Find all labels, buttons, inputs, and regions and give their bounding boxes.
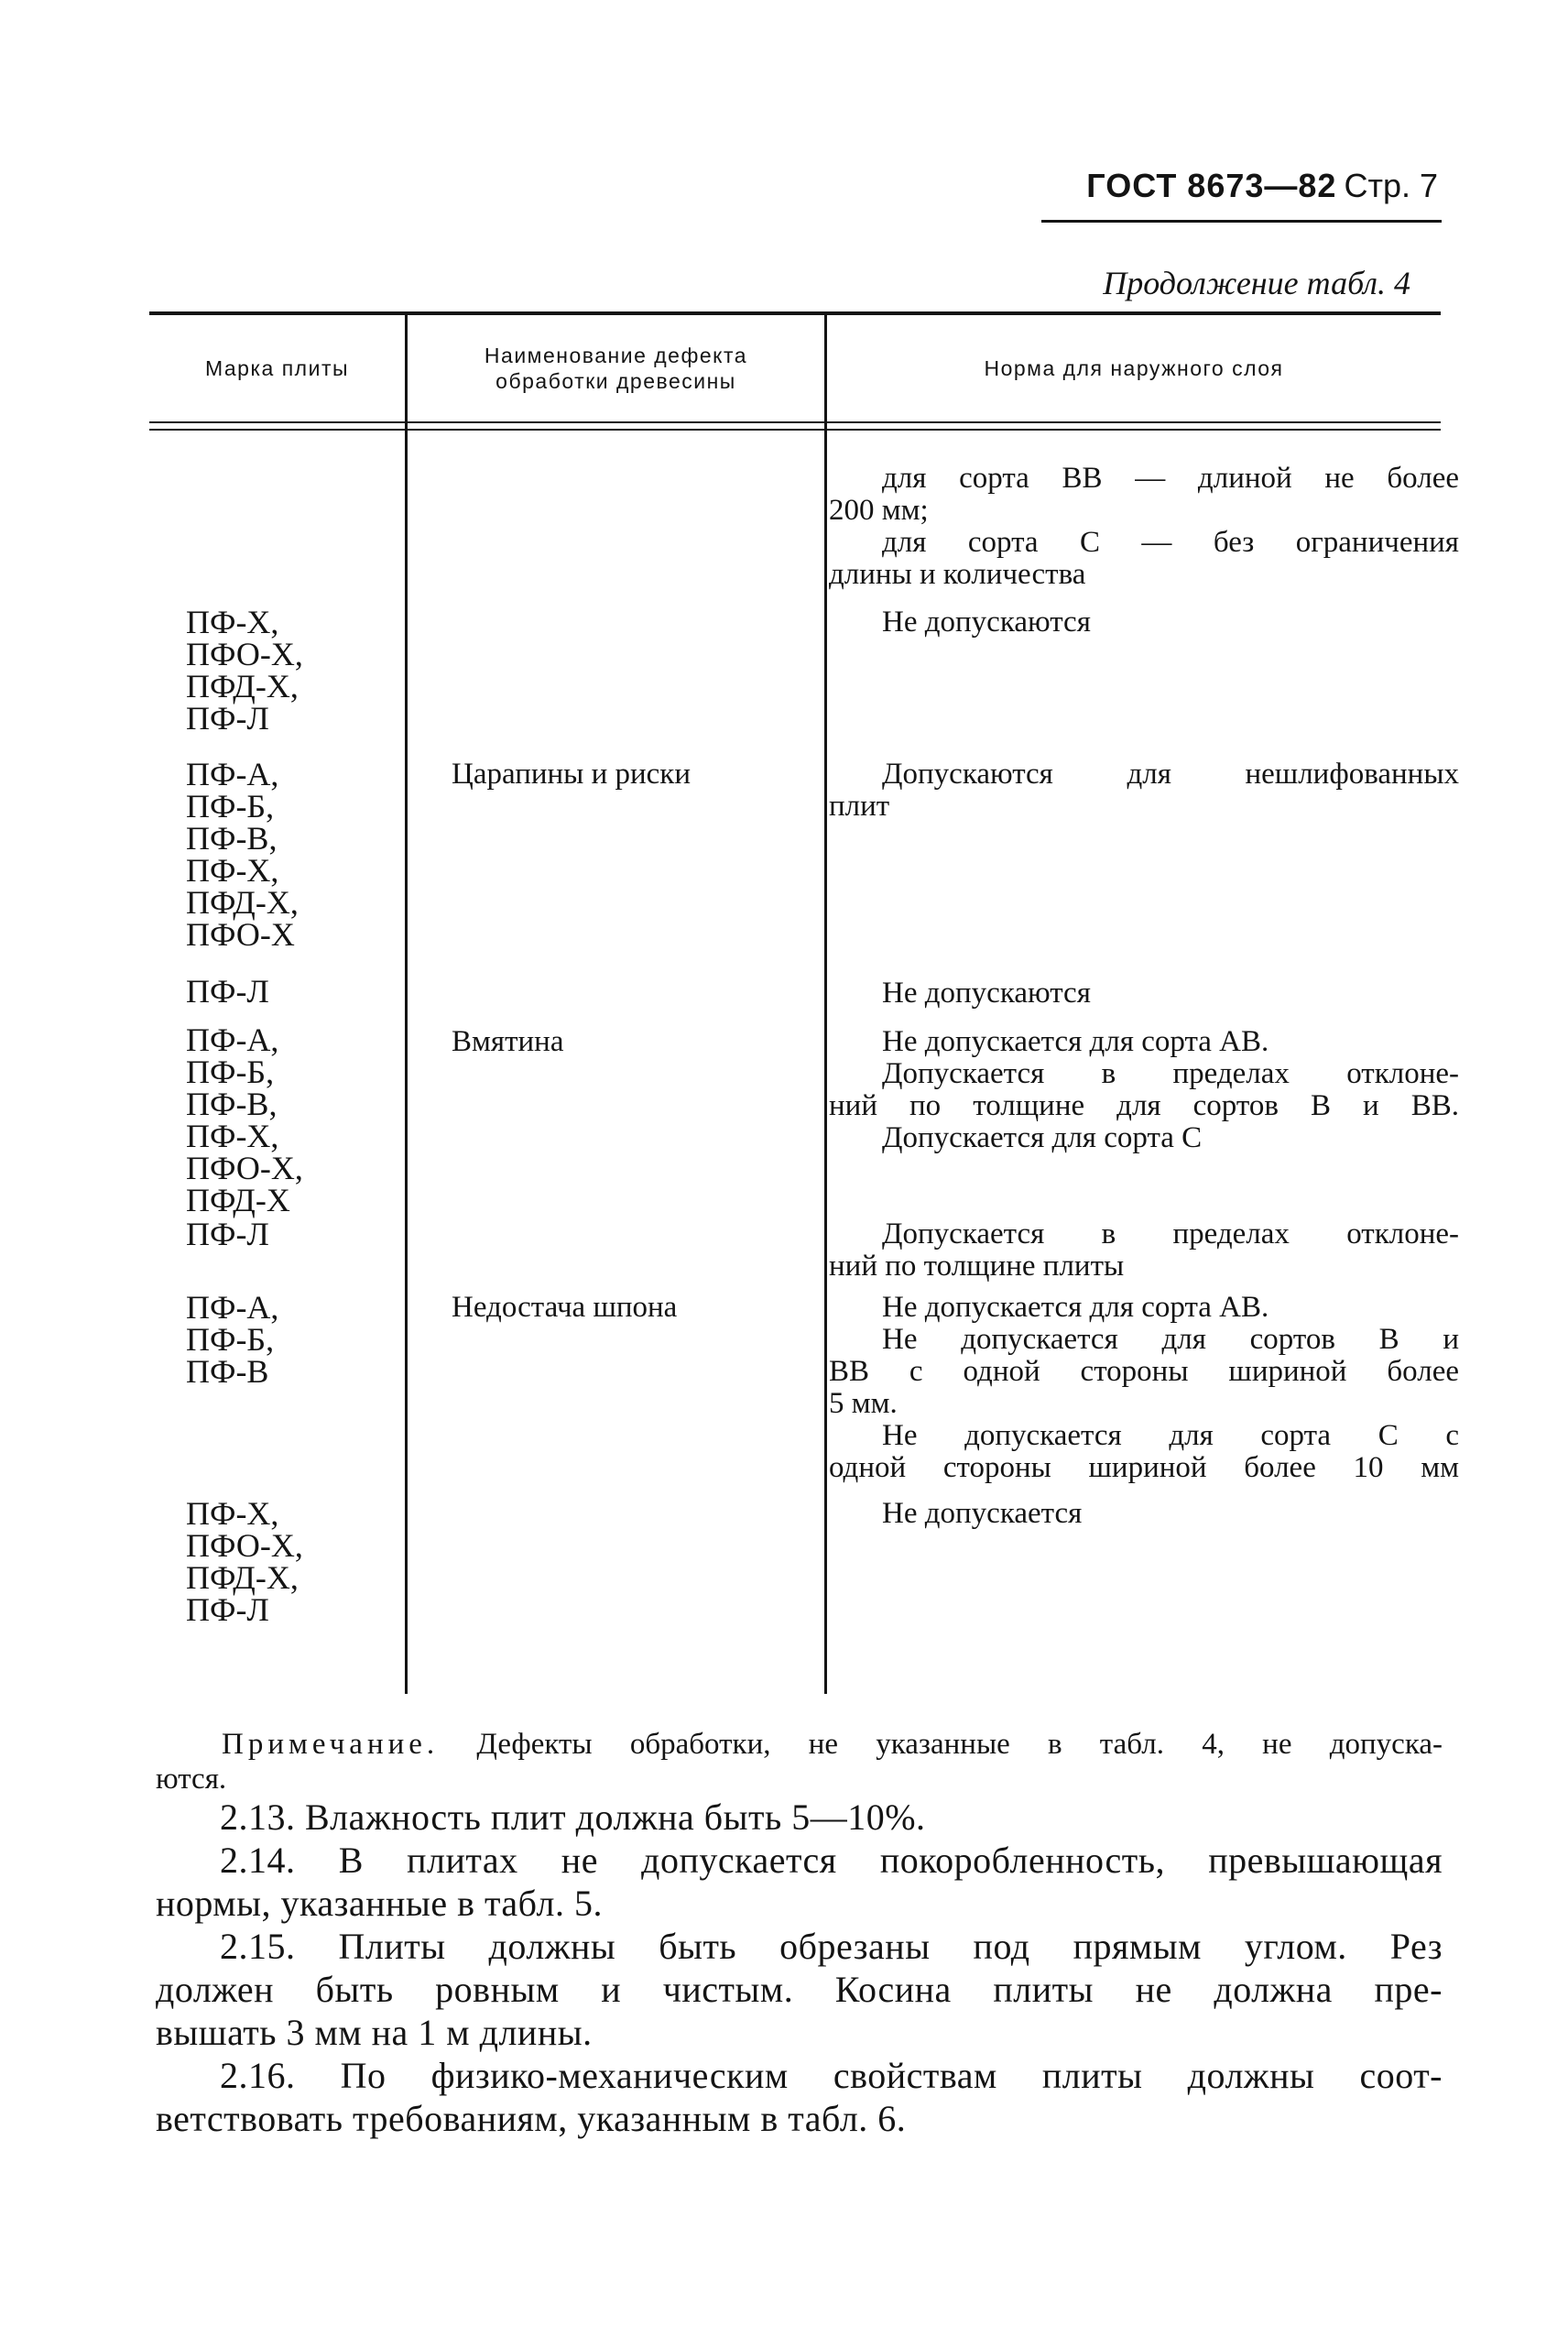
table-cell-norm: для сорта ВВ — длиной не более 200 мм; для сорта С — без ограничения длины и количества bbox=[829, 462, 1459, 591]
standard-code: ГОСТ 8673—82 bbox=[1086, 167, 1337, 204]
table-header-rule bbox=[149, 421, 1441, 431]
table-cell-defect: Недостача шпона bbox=[452, 1291, 678, 1324]
table-note bbox=[156, 1727, 1443, 1796]
clause-2-16: 2.16. По физико-механическим свойствам плиты должны соот- ветствовать требованиям, указанным в табл. 6. bbox=[156, 2055, 1443, 2139]
clause-2-15: 2.15. Плиты должны быть обрезаны под прямым углом. Рез должен быть ровным и чистым. Косина плиты не должна пре- вышать 3 мм на 1 м длины. bbox=[156, 1926, 1443, 2053]
table-cell-grade: ПФ-А, ПФ-Б, ПФ-В bbox=[186, 1289, 279, 1390]
table-continuation-label: Продолжение табл. 4 bbox=[1103, 265, 1410, 301]
clauses bbox=[156, 1796, 1443, 2140]
table-cell-norm: Не допускается bbox=[882, 1497, 1083, 1530]
table-cell-norm: Не допускаются bbox=[882, 606, 1091, 639]
table-cell-norm: Не допускается для сорта АВ. Допускается в пределах отклоне- ний по толщине для сортов В и ВВ. Допускается для сорта С bbox=[829, 1025, 1459, 1154]
table-cell-grade: ПФ-Л bbox=[186, 1216, 269, 1252]
table-cell-grade: ПФ-Х, ПФО-Х, ПФД-Х, ПФ-Л bbox=[186, 1495, 303, 1628]
header-rule bbox=[1041, 220, 1442, 223]
defects-table bbox=[149, 311, 1459, 1695]
note-text: ются. bbox=[156, 1763, 227, 1796]
table-cell-norm: Допускаются для нешлифованных плит bbox=[829, 758, 1459, 823]
note-text: Дефекты обработки, не указанные в табл. 4, не допуска- bbox=[476, 1728, 1443, 1761]
table-cell-norm: Допускается в пределах отклоне- ний по толщине плиты bbox=[829, 1218, 1459, 1283]
page-number: Стр. 7 bbox=[1344, 167, 1438, 204]
column-divider bbox=[405, 315, 408, 1694]
table-cell-grade: ПФ-Х, ПФО-Х, ПФД-Х, ПФ-Л bbox=[186, 604, 303, 737]
column-header-defect: Наименование дефекта обработки древесины bbox=[484, 344, 748, 393]
column-header-norm: Норма для наружного слоя bbox=[984, 356, 1284, 380]
table-cell-grade: ПФ-А, ПФ-Б, ПФ-В, ПФ-Х, ПФО-Х, ПФД-Х bbox=[186, 1021, 303, 1218]
page-header bbox=[1035, 167, 1438, 222]
note-label: Примечание. bbox=[222, 1728, 440, 1761]
column-divider bbox=[824, 315, 827, 1694]
table-cell-grade: ПФ-Л bbox=[186, 973, 269, 1010]
table-cell-norm: Не допускаются bbox=[882, 977, 1091, 1010]
column-header-grade: Марка плиты bbox=[204, 356, 350, 380]
clause-2-13: 2.13. Влажность плит должна быть 5—10%. bbox=[220, 1796, 926, 1838]
clause-2-14: 2.14. В плитах не допускается покоробленность, превышающая нормы, указанные в табл. 5. bbox=[156, 1840, 1443, 1924]
table-cell-grade: ПФ-А, ПФ-Б, ПФ-В, ПФ-Х, ПФД-Х, ПФО-Х bbox=[186, 756, 299, 953]
table-cell-norm: Не допускается для сорта АВ. Не допускается для сортов В и ВВ с одной стороны шириной более 5 мм. Не допускается для сорта С с одной стороны шириной более 10 мм bbox=[829, 1291, 1459, 1484]
table-cell-defect: Царапины и риски bbox=[452, 758, 691, 791]
table-cell-defect: Вмятина bbox=[452, 1025, 564, 1058]
